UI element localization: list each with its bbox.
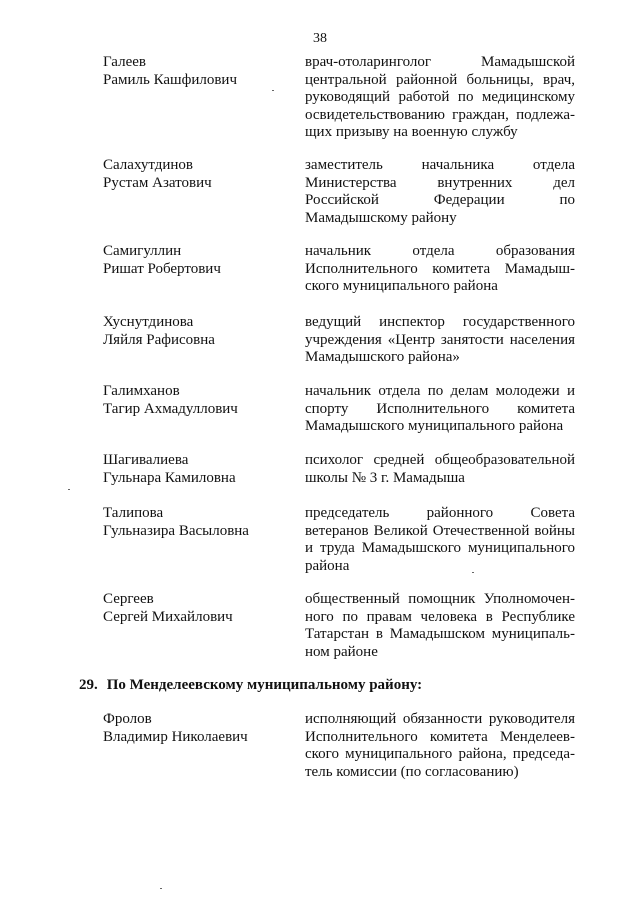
role-line: Исполнительного комитета Менделеев-: [305, 728, 575, 745]
member-role: [305, 243, 575, 296]
role-line: Мамадышского муниципального района: [305, 418, 564, 434]
role-line: начальник отдела по делам молодежи и: [305, 383, 575, 399]
role-line: Татарстан в Мамадышском муниципаль-: [305, 626, 575, 642]
member-surname: Салахутдинов: [103, 157, 193, 173]
member-role: [305, 711, 575, 781]
role-line: щих призыву на военную службу: [305, 124, 518, 140]
role-line: председатель районного Совета: [305, 505, 575, 521]
member-role: [305, 591, 575, 661]
scan-speck: [472, 572, 474, 573]
member-given-name: Ришат Робертович: [103, 260, 221, 277]
member-given-name: Гульназира Васыловна: [103, 522, 249, 539]
member-name: [103, 157, 288, 192]
member-name: [103, 505, 288, 540]
role-line: района: [305, 557, 350, 574]
member-surname: Хуснутдинова: [103, 314, 194, 330]
member-surname: Самигуллин: [103, 243, 182, 259]
member-given-name: Гульнара Камиловна: [103, 469, 236, 486]
role-line: заместитель начальника отдела: [305, 157, 575, 173]
role-line: тель комиссии (по согласованию): [305, 763, 519, 780]
member-name: [103, 314, 288, 349]
member-surname: Шагивалиева: [103, 452, 189, 468]
member-surname: Сергеев: [103, 591, 154, 607]
member-given-name: Рамиль Кашфилович: [103, 71, 237, 88]
member-surname: Галимханов: [103, 383, 180, 399]
role-line: ведущий инспектор государственного: [305, 314, 575, 330]
role-line: ветеранов Великой Отечественной войны: [305, 522, 575, 539]
role-line: центральной районной больницы, врач,: [305, 71, 575, 88]
member-given-name: Тагир Ахмадуллович: [103, 400, 238, 417]
role-line: Мамадышского района»: [305, 349, 460, 365]
member-given-name: Сергей Михайлович: [103, 608, 233, 625]
member-name: [103, 452, 288, 487]
role-line: исполняющий обязанности руководителя: [305, 711, 575, 727]
role-line: психолог средней общеобразовательной: [305, 452, 575, 468]
member-role: [305, 314, 575, 367]
member-given-name: Ляйля Рафисовна: [103, 331, 215, 348]
scan-speck: [68, 489, 70, 490]
member-surname: Фролов: [103, 711, 152, 727]
role-line: освидетельствованию граждан, подлежа-: [305, 106, 575, 123]
member-role: [305, 383, 575, 436]
member-name: [103, 591, 288, 626]
role-line: ном районе: [305, 643, 378, 660]
member-name: [103, 54, 288, 89]
role-line: спорту Исполнительного комитета: [305, 400, 575, 417]
role-line: Исполнительного комитета Мамадыш-: [305, 260, 575, 277]
page-number: 38: [313, 31, 327, 46]
role-line: Российской Федерации по: [305, 192, 575, 208]
section-title: По Менделеевскому муниципальному району:: [106, 677, 423, 693]
member-name: [103, 711, 288, 746]
role-line: руководящий работой по медицинскому: [305, 89, 575, 105]
role-line: ского муниципального района: [305, 278, 498, 294]
member-role: [305, 505, 575, 575]
section-heading: [79, 677, 422, 694]
member-surname: Талипова: [103, 505, 164, 521]
role-line: и труда Мамадышского муниципального: [305, 540, 575, 556]
scan-speck: [160, 888, 162, 889]
member-surname: Галеев: [103, 54, 146, 70]
member-given-name: Владимир Николаевич: [103, 728, 248, 745]
section-number: 29.: [79, 677, 98, 693]
role-line: учреждения «Центр занятости населения: [305, 331, 575, 348]
member-name: [103, 243, 288, 278]
member-given-name: Рустам Азатович: [103, 174, 212, 191]
member-role: [305, 157, 575, 227]
role-line: ного по правам человека в Республике: [305, 608, 575, 625]
role-line: общественный помощник Уполномочен-: [305, 591, 575, 607]
role-line: Мамадышскому району: [305, 209, 457, 226]
role-line: ского муниципального района, председа-: [305, 746, 575, 762]
member-role: [305, 54, 575, 142]
role-line: Министерства внутренних дел: [305, 174, 575, 191]
role-line: школы № 3 г. Мамадыша: [305, 469, 465, 486]
scan-speck: [272, 90, 274, 91]
role-line: врач-отоларинголог Мамадышской: [305, 54, 575, 70]
member-name: [103, 383, 288, 418]
member-role: [305, 452, 575, 487]
role-line: начальник отдела образования: [305, 243, 575, 259]
